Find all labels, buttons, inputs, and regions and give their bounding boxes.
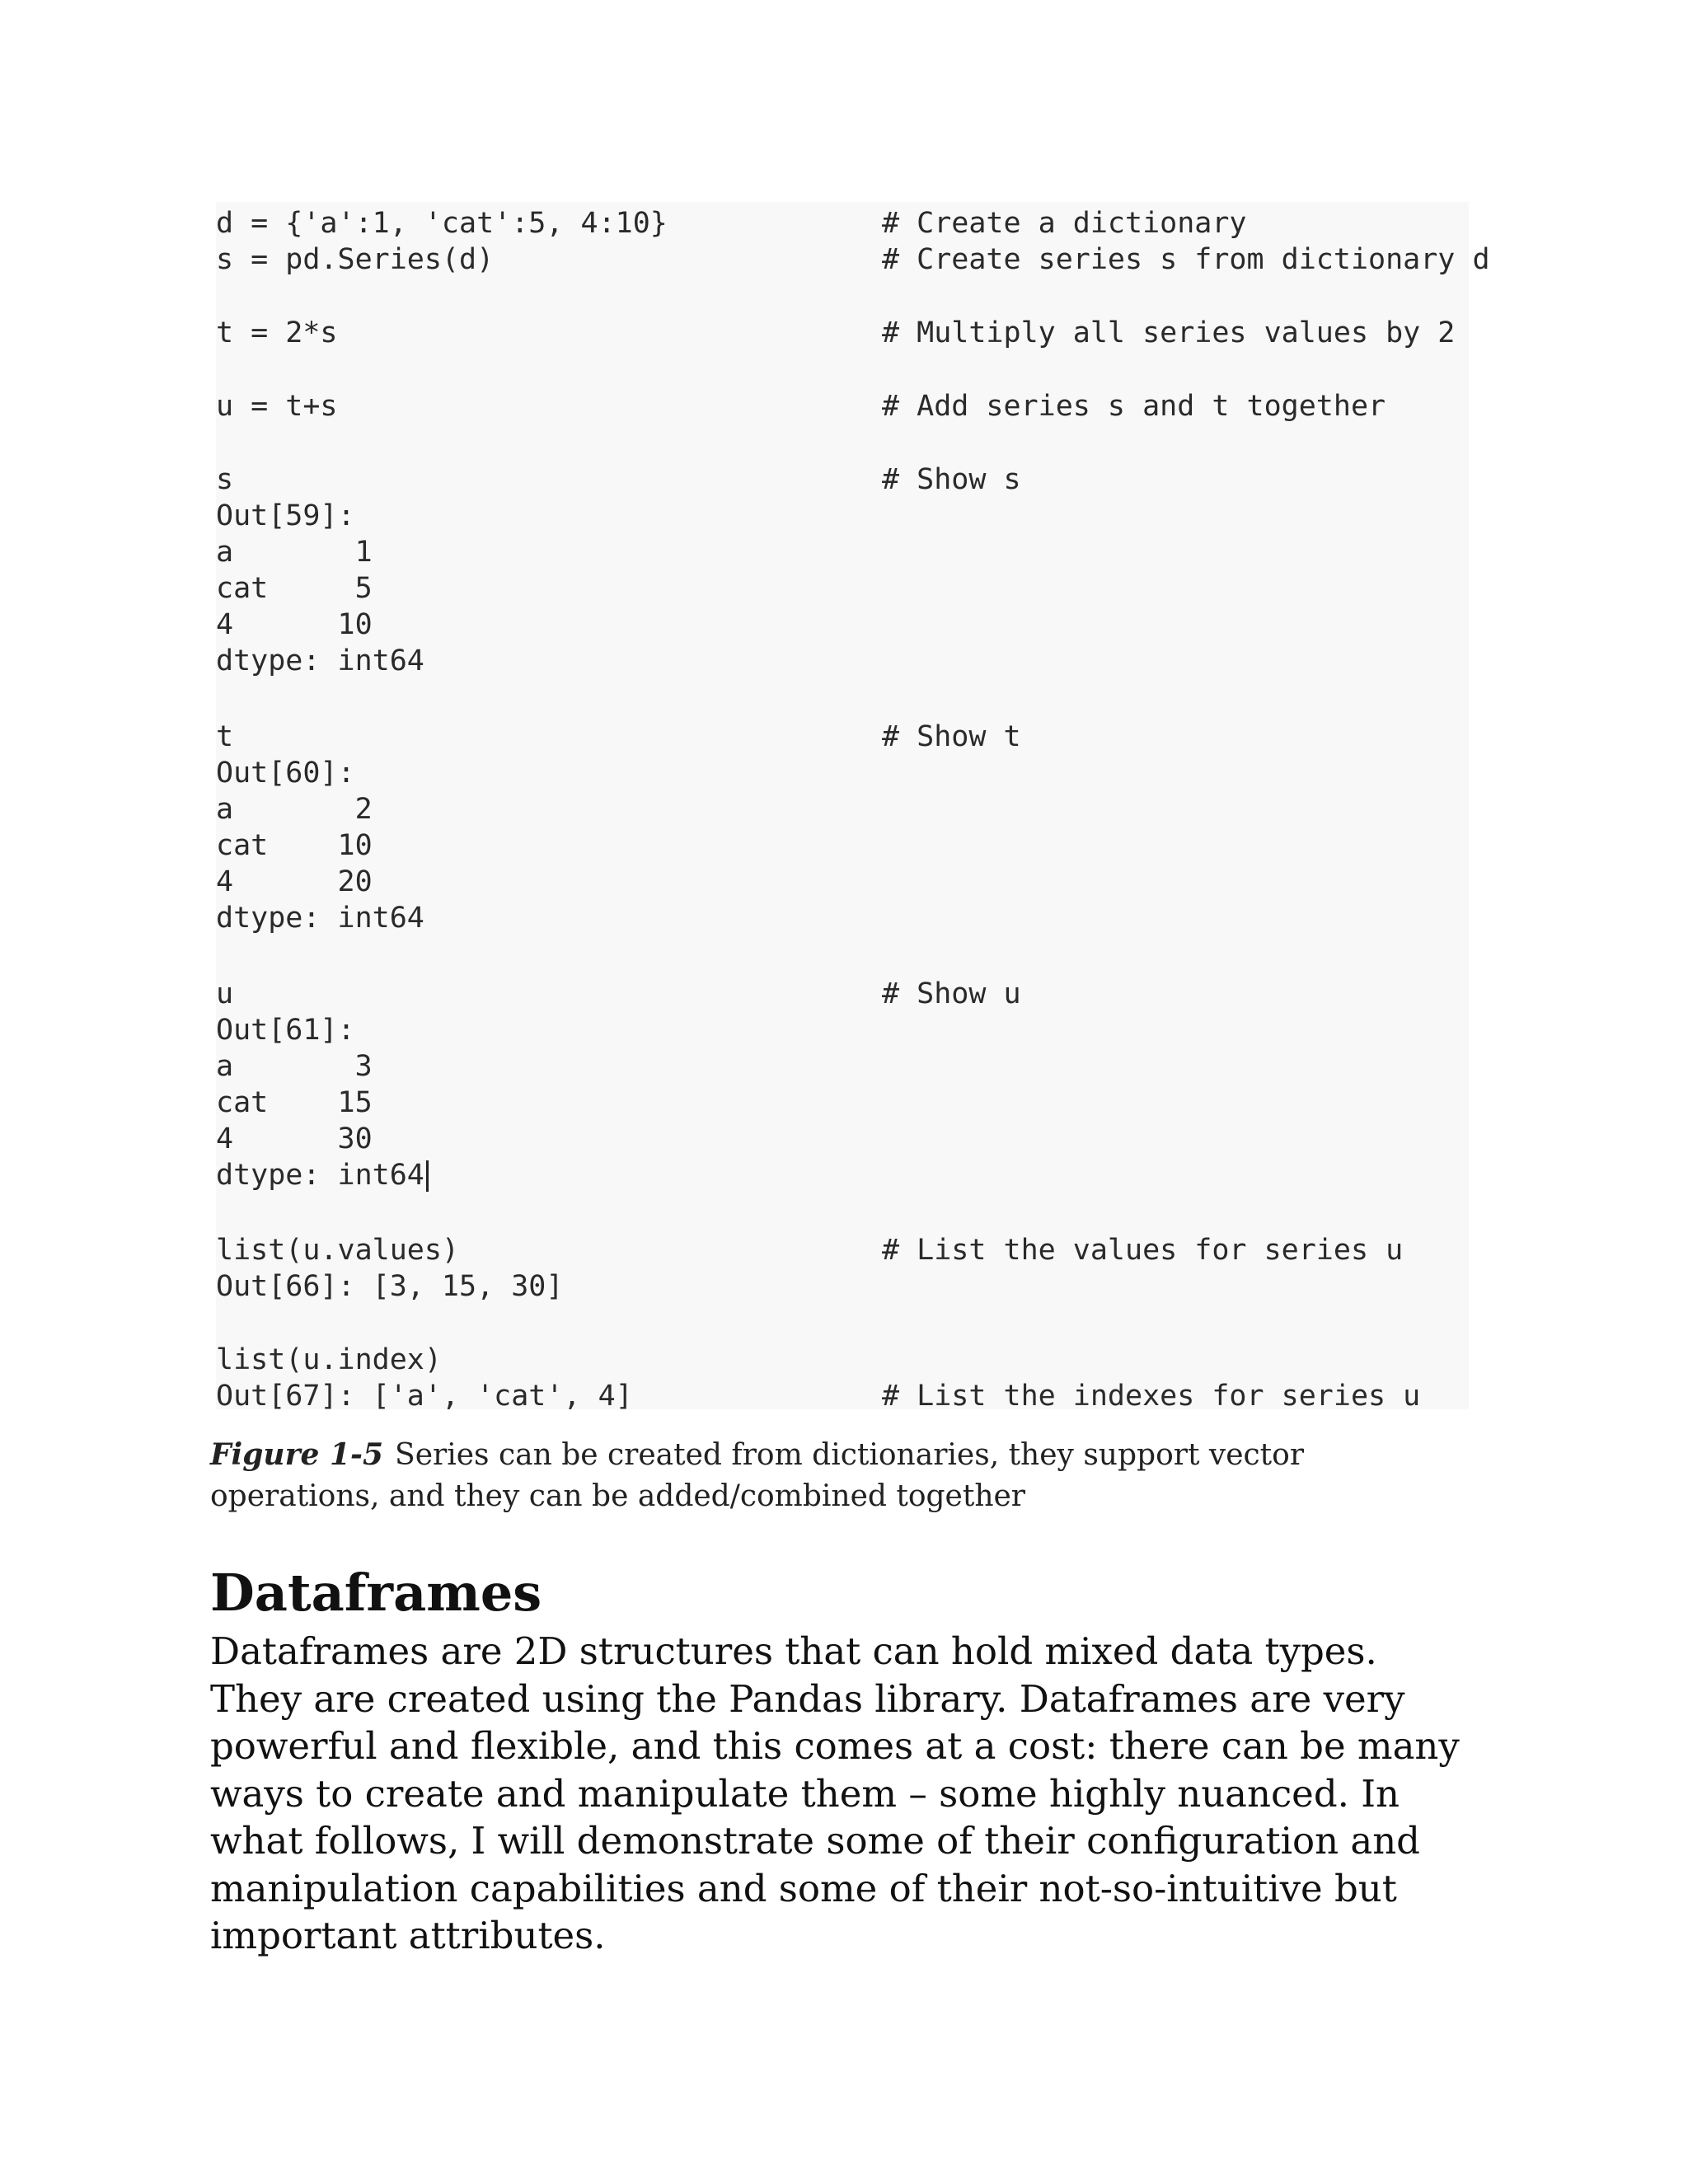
text-cursor bbox=[426, 1160, 429, 1192]
output-line: cat 5 bbox=[216, 572, 373, 605]
output-line: dtype: int64 bbox=[216, 902, 424, 935]
figure-label: Figure 1-5 bbox=[210, 1437, 384, 1472]
code-comment: # Multiply all series values by 2 bbox=[882, 316, 1456, 349]
code-line: t = 2*s bbox=[216, 316, 338, 349]
output-line: 4 20 bbox=[216, 865, 373, 898]
output-line: dtype: int64 bbox=[216, 644, 424, 677]
body-paragraph: Dataframes are 2D structures that can hold mixed data types. They are created using the Pandas library. Dataframes are very powerful and flexible, and this comes at a cost: there can be many ways to create and manipulate them – some highly nuanced. In what follows, I will demonstrate some of their configuration and manipulation capabilities and some of their not-so-intuitive but important attributes. bbox=[210, 1629, 1460, 1957]
code-comment: # List the indexes for series u bbox=[882, 1380, 1421, 1413]
output-text: dtype: int64 bbox=[216, 1159, 424, 1192]
output-line: 4 30 bbox=[216, 1122, 373, 1155]
code-listing bbox=[216, 202, 1490, 1413]
output-line: Out[66]: [3, 15, 30] bbox=[216, 1270, 564, 1303]
output-line: Out[61]: bbox=[216, 1014, 355, 1047]
code-comment: # Add series s and t together bbox=[882, 390, 1386, 423]
section-heading: Dataframes bbox=[210, 1563, 542, 1623]
output-line: Out[59]: bbox=[216, 499, 355, 532]
code-comment: # Create series s from dictionary d bbox=[882, 243, 1490, 276]
output-line: a 3 bbox=[216, 1050, 373, 1083]
code-comment: # Create a dictionary bbox=[882, 207, 1247, 240]
output-line: cat 15 bbox=[216, 1086, 373, 1119]
output-line: a 2 bbox=[216, 793, 373, 826]
output-line: a 1 bbox=[216, 536, 373, 569]
code-comment: # List the values for series u bbox=[882, 1234, 1404, 1267]
figure-caption bbox=[210, 1434, 1471, 1517]
output-line: Out[60]: bbox=[216, 757, 355, 790]
output-line bbox=[216, 1157, 429, 1193]
code-line: u = t+s bbox=[216, 390, 338, 423]
code-line: list(u.values) bbox=[216, 1234, 460, 1267]
code-line: list(u.index) bbox=[216, 1343, 442, 1376]
output-line: Out[67]: ['a', 'cat', 4] bbox=[216, 1380, 633, 1413]
code-line: t bbox=[216, 720, 234, 753]
code-line: u bbox=[216, 977, 234, 1010]
code-comment: # Show u bbox=[882, 977, 1021, 1010]
caption-text: Series can be created from dictionaries, they support vector operations, and they can be added/combined together bbox=[210, 1438, 1305, 1513]
output-line: 4 10 bbox=[216, 608, 373, 641]
code-line: s bbox=[216, 463, 234, 496]
code-line: s = pd.Series(d) bbox=[216, 243, 495, 276]
code-line: d = {'a':1, 'cat':5, 4:10} bbox=[216, 207, 668, 240]
output-line: cat 10 bbox=[216, 829, 373, 862]
code-comment: # Show t bbox=[882, 720, 1021, 753]
code-comment: # Show s bbox=[882, 463, 1021, 496]
